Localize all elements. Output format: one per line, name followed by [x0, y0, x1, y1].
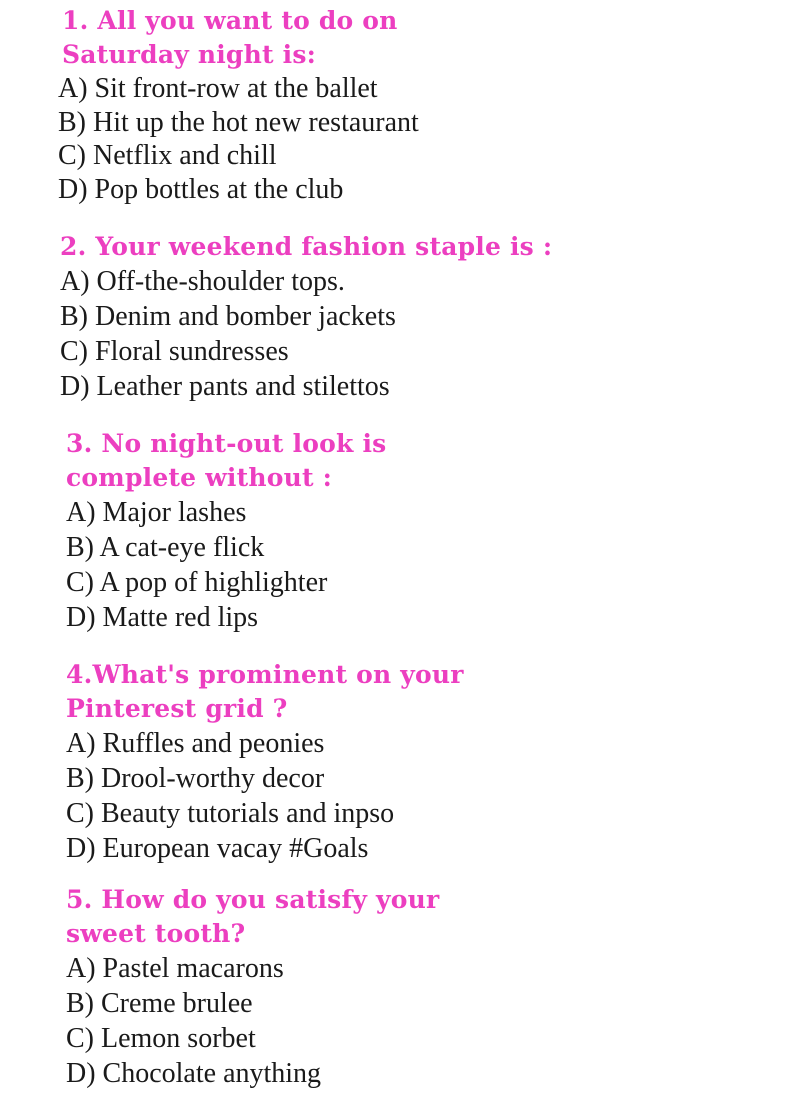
question-5-option-d: D) Chocolate anything: [66, 1058, 322, 1089]
question-2-option-d: D) Leather pants and stilettos: [60, 371, 390, 402]
question-4: [66, 658, 800, 866]
question-4-option-b: B) Drool-worthy decor: [66, 763, 325, 794]
question-3-option-d: D) Matte red lips: [66, 602, 259, 633]
question-5-option-c: C) Lemon sorbet: [66, 1023, 256, 1054]
question-3: [66, 427, 800, 635]
question-3-option-a: A) Major lashes: [66, 497, 247, 528]
question-1-title: 1. All you want to do on Saturday night is:: [62, 6, 398, 69]
question-4-options: [66, 726, 800, 866]
question-4-option-d: D) European vacay #Goals: [66, 833, 369, 864]
question-3-option-b: B) A cat-eye flick: [66, 532, 265, 563]
question-1-option-d: D) Pop bottles at the club: [58, 173, 344, 205]
question-1: [58, 4, 798, 206]
question-5-options: [66, 951, 800, 1091]
question-2-title: 2. Your weekend fashion staple is :: [60, 232, 553, 261]
question-3-options: [66, 495, 800, 635]
question-2-option-a: A) Off-the-shoulder tops.: [60, 266, 345, 297]
question-5: [66, 883, 800, 1091]
question-4-option-c: C) Beauty tutorials and inpso: [66, 798, 395, 829]
question-3-title: 3. No night-out look is complete without :: [66, 429, 387, 492]
question-5-option-b: B) Creme brulee: [66, 988, 253, 1019]
question-3-option-c: C) A pop of highlighter: [66, 567, 328, 598]
question-4-option-a: A) Ruffles and peonies: [66, 728, 325, 759]
question-1-option-a: A) Sit front-row at the ballet: [58, 73, 378, 104]
question-2-options: [60, 264, 800, 404]
question-4-title: 4.What's prominent on your Pinterest grid ?: [66, 660, 464, 723]
question-2-option-c: C) Floral sundresses: [60, 336, 289, 367]
question-1-option-b: B) Hit up the hot new restaurant: [58, 106, 419, 138]
question-5-option-a: A) Pastel macarons: [66, 953, 284, 984]
question-5-title: 5. How do you satisfy your sweet tooth?: [66, 885, 440, 948]
question-1-option-c: C) Netflix and chill: [58, 140, 277, 171]
question-2-option-b: B) Denim and bomber jackets: [60, 301, 396, 332]
question-1-options: [58, 72, 798, 206]
question-2: [60, 230, 800, 404]
